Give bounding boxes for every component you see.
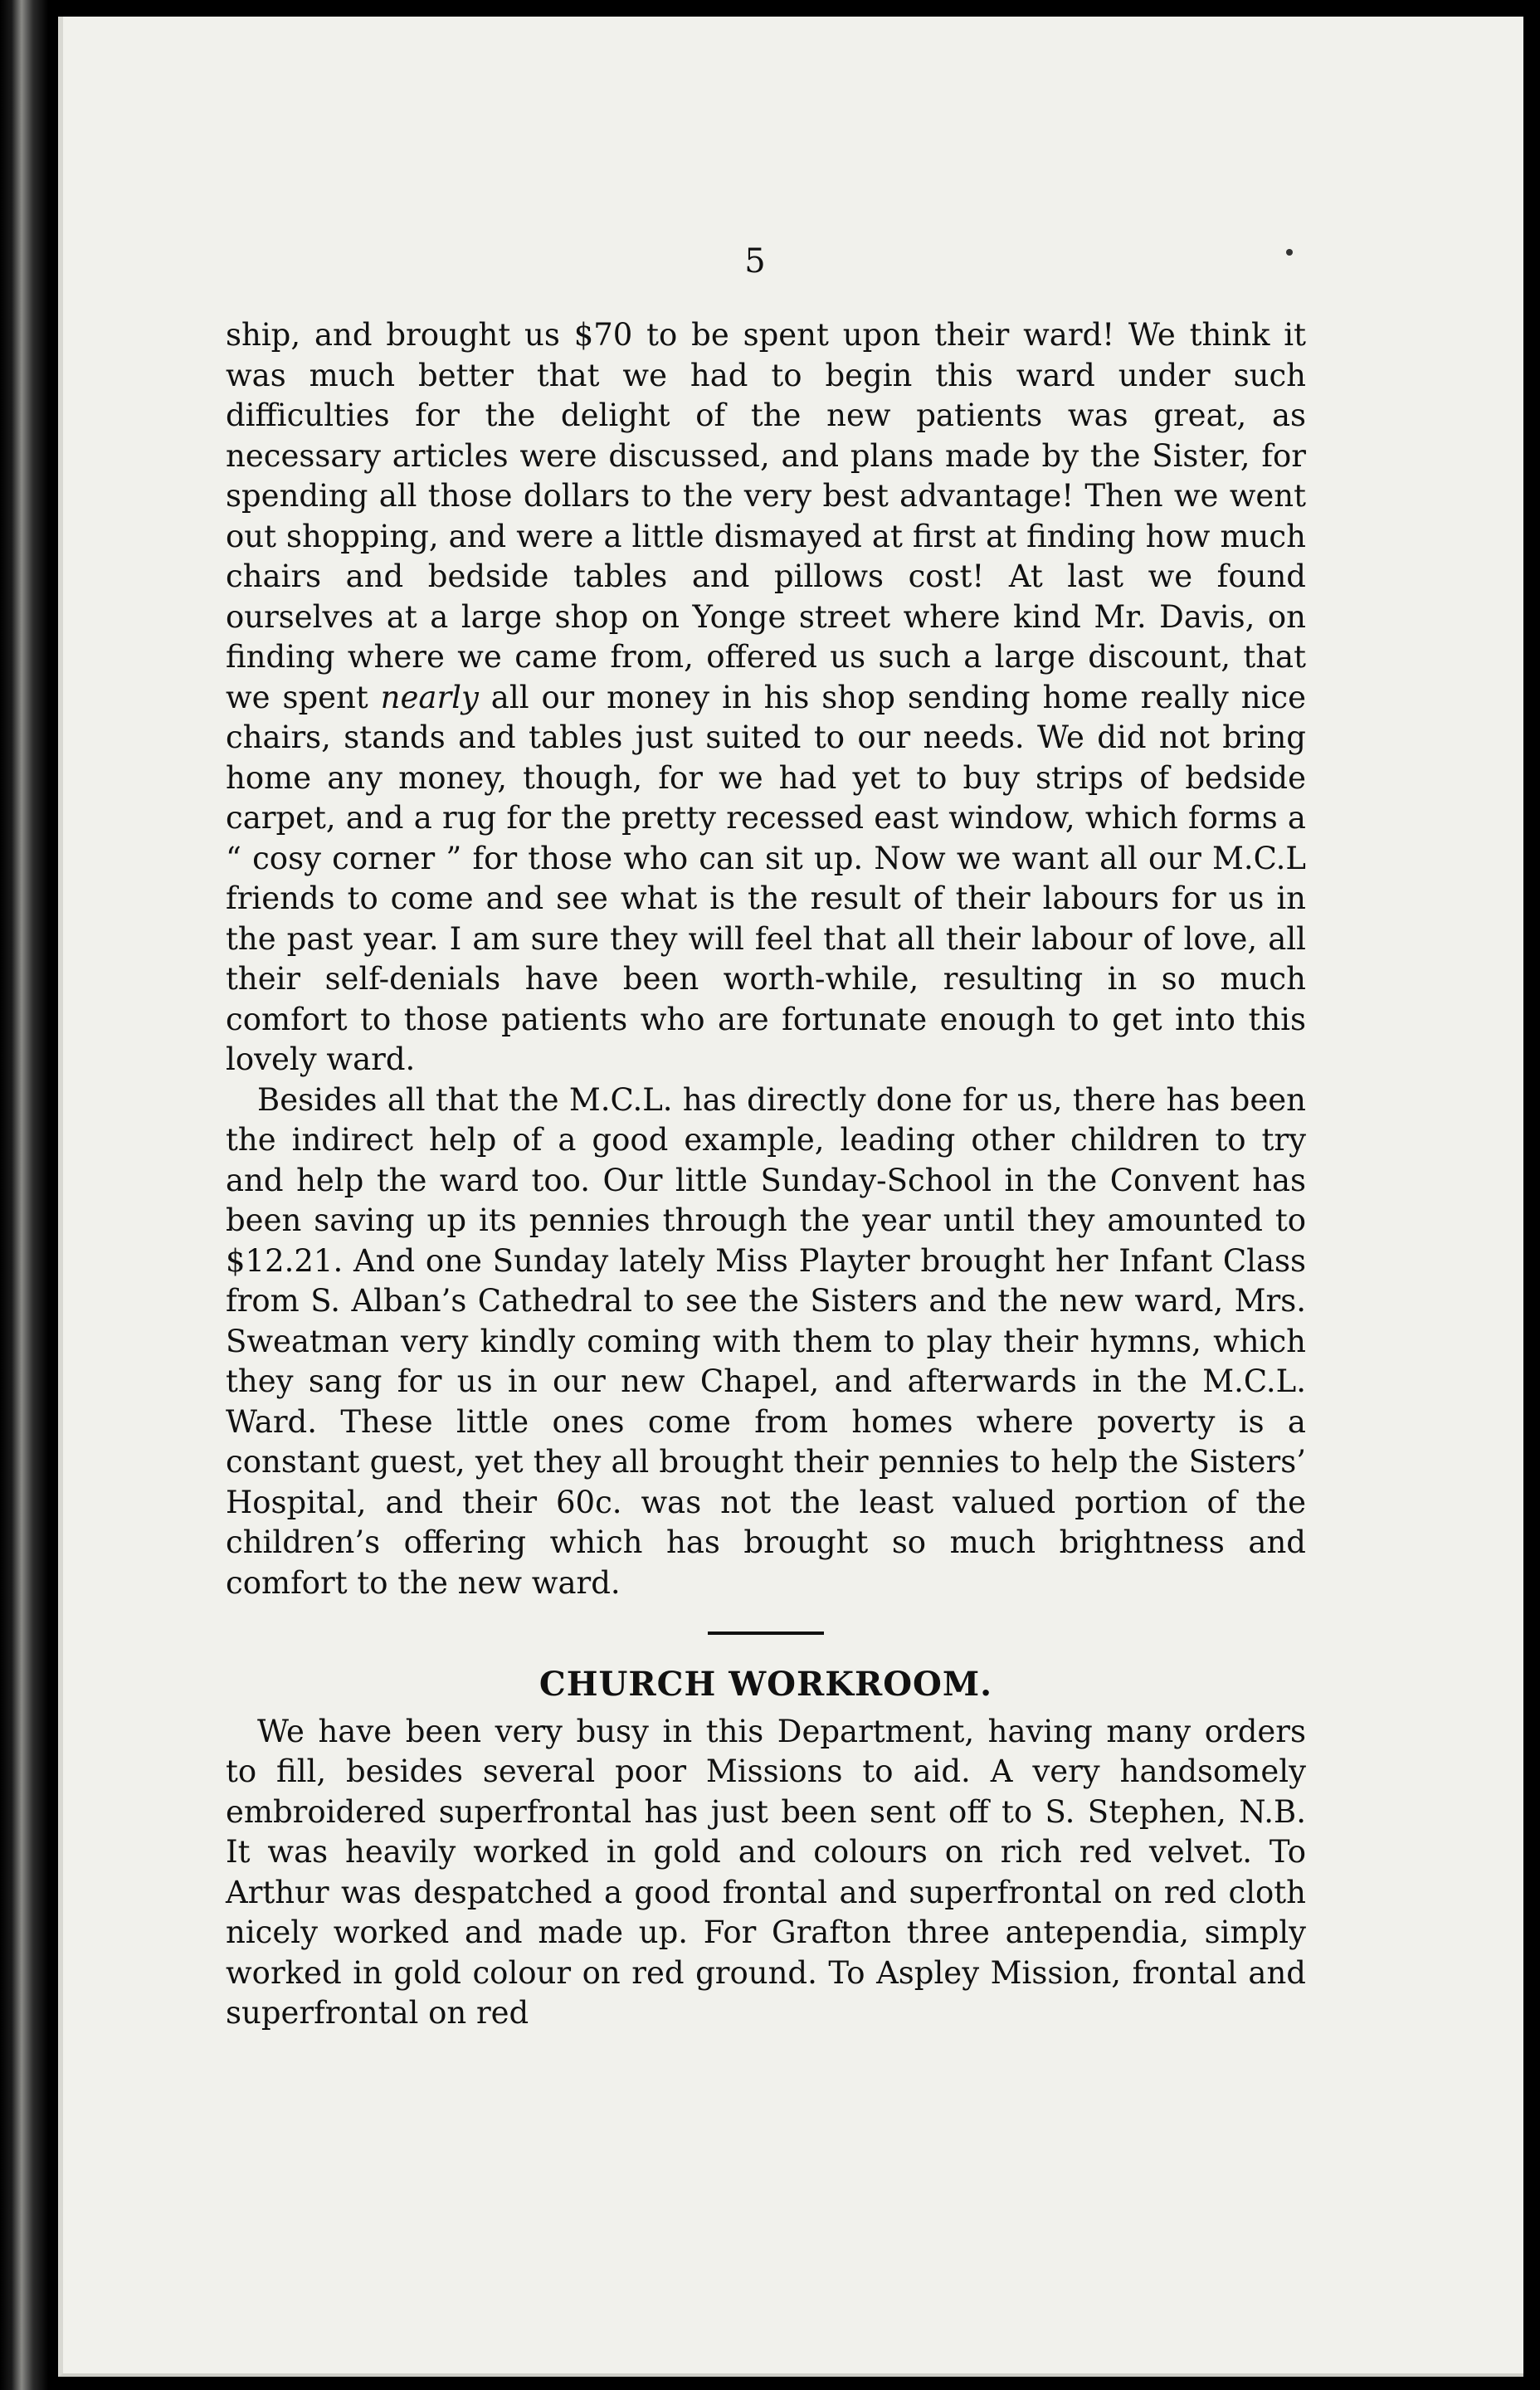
- paragraph-continued: [226, 315, 1306, 1080]
- ink-speck: [1286, 249, 1293, 256]
- emphasis-text: nearly: [380, 679, 479, 715]
- paragraph-mcl-help: Besides all that the M.C.L. has directly done for us, there has been the indirect help of a good example, leading other children to try and help the ward too. Our little Sunday-School in the Convent has been saving up its pennies through the year until they amounted to $12.21. And one Sunday lately Miss Playter brought her Infant Class from S. Alban’s Cathedral to see the Sisters and the new ward, Mrs. Sweatman very kindly coming with them to play their hymns, which they sang for us in our new Chapel, and afterwards in the M.C.L. Ward. These little ones come from homes where poverty is a constant guest, yet they all brought their pennies to help the Sisters’ Hospital, and their 60c. was not the least valued portion of the children’s offering which has brought so much brightness and comfort to the new ward.: [226, 1081, 1306, 1601]
- page-body: [226, 315, 1306, 2034]
- paragraph-workroom: We have been very busy in this Department, having many orders to fill, besides several poor Missions to aid. A very handsomely embroidered superfrontal has just been sent off to S. Stephen, N.B. It was heavily worked in gold and colours on rich red velvet. To Arthur was despatched a good frontal and superfrontal on red cloth nicely worked and made up. For Grafton three antependia, simply worked in gold colour on red ground. To Aspley Mission, frontal and superfrontal on red: [226, 1713, 1306, 2031]
- book-spine-edge: [0, 0, 58, 2390]
- page-number: 5: [744, 242, 766, 280]
- paragraph-text: all our money in his shop sending home really nice chairs, stands and tables just suited to our needs. We did not bring home any money, though, for we had yet to buy strips of bedside carpet, and a rug for the pretty recessed east window, which forms a “ cosy corner ” for those who can sit up. Now we want all our M.C.L friends to come and see what is the result of their labours for us in the past year. I am sure they will feel that all their labour of love, all their self-denials have been worth-while, resulting in so much comfort to those patients who are fortunate enough to get into this lovely ward.: [226, 679, 1306, 1077]
- section-heading: CHURCH WORKROOM.: [539, 1665, 993, 1704]
- paragraph-text: ship, and brought us $70 to be spent upon their ward! We think it was much better that we had to begin this ward under such difficulties for the delight of the new patients was great, as necessary articles were discussed, and plans made by the Sister, for spending all those dollars to the very best advantage! Then we went out shopping, and were a little dismayed at first at finding how much chairs and bedside tables and pillows cost! At last we found ourselves at a large shop on Yonge street where kind Mr. Davis, on finding where we came from, offered us such a large discount, that we spent: [226, 317, 1306, 715]
- section-divider: [708, 1632, 824, 1635]
